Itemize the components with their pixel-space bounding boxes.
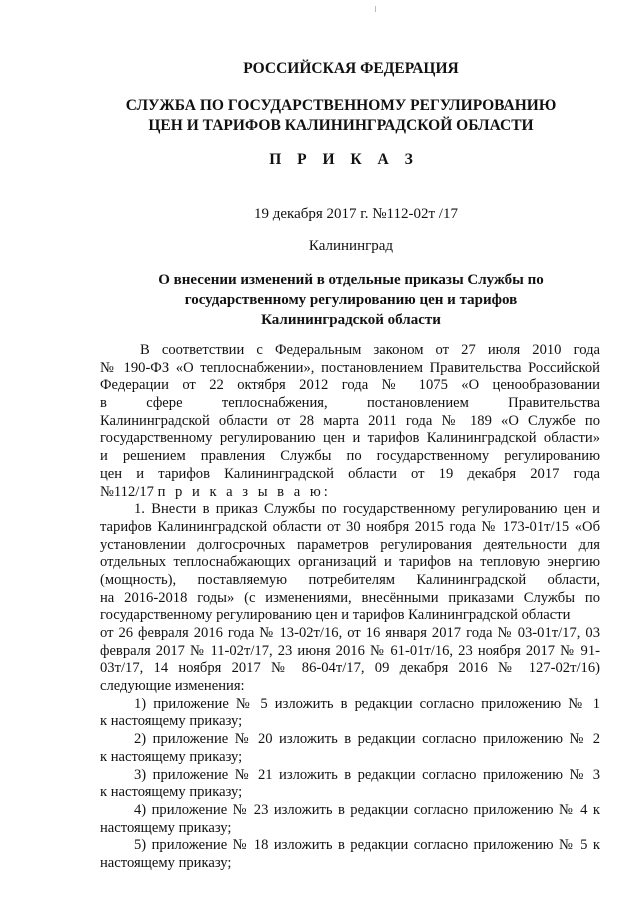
subject-line-2: государственному регулированию цен и тарифов: [184, 292, 518, 308]
order-body: [100, 342, 600, 873]
order-verb: п р и к а з ы в а ю:: [157, 483, 331, 500]
body-line: к настоящему приказу;: [100, 748, 243, 765]
service-heading-line-2: ЦЕН И ТАРИФОВ КАЛИНИНГРАДСКОЙ ОБЛАСТИ: [148, 117, 534, 134]
scan-mark: [375, 6, 376, 12]
body-line: 3) приложение № 21 изложить в редакции согласно приложению № 3: [134, 766, 600, 783]
body-line: на 2016-2018 годы» (с изменениями, внесёнными приказами Службы по: [100, 589, 600, 606]
body-line: Калининградской области от 28 марта 2011 года № 189 «О Службе по: [100, 412, 600, 429]
body-line: № 190-ФЗ «О теплоснабжении», постановлением Правительства Российской: [100, 359, 600, 376]
order-heading: П Р И К А З: [269, 151, 419, 168]
body-line: 1. Внести в приказ Службы по государственному регулированию цен и: [134, 501, 600, 518]
body-line: к настоящему приказу;: [100, 713, 243, 730]
body-line: тарифов Калининградской области от 30 ноября 2015 года № 173-01т/15 «Об: [100, 518, 600, 535]
body-line: в сфере теплоснабжения, постановлением Правительства: [100, 395, 600, 412]
body-line: государственному регулированию цен и тарифов Калининградской области»: [100, 430, 600, 447]
body-line: следующие изменения:: [100, 678, 245, 695]
body-line: отдельных теплоснабжающих организаций и тарифов на тепловую энергию: [100, 554, 600, 571]
body-line: 5) приложение № 18 изложить в редакции согласно приложению № 5 к: [134, 837, 600, 854]
body-line: В соответствии с Федеральным законом от 27 июля 2010 года: [140, 342, 600, 358]
federation-heading: РОССИЙСКАЯ ФЕДЕРАЦИЯ: [243, 60, 459, 77]
body-line: [100, 484, 600, 502]
body-line: настоящему приказу;: [100, 819, 232, 836]
order-subject: [0, 270, 640, 330]
service-heading-line-1: СЛУЖБА ПО ГОСУДАРСТВЕННОМУ РЕГУЛИРОВАНИЮ: [125, 97, 557, 114]
body-line: цен и тарифов Калининградской области от 19 декабря 2017 года: [100, 465, 600, 482]
body-line: от 26 февраля 2016 года № 13-02т/16, от 16 января 2017 года № 03-01т/17, 03: [100, 625, 600, 641]
body-line: (мощность), поставляемую потребителям Калининградской области,: [100, 571, 600, 588]
body-line: февраля 2017 № 11-02т/17, 23 июня 2016 № 61-01т/16, 23 ноября 2017 № 91-: [100, 642, 600, 659]
body-line: и решением правления Службы по государственному регулированию: [100, 448, 600, 465]
order-city: Калининград: [308, 238, 394, 254]
body-line: 1) приложение № 5 изложить в редакции согласно приложению № 1: [134, 695, 600, 712]
body-line: Федерации от 22 октября 2012 года № 1075 «О ценообразовании: [100, 377, 600, 394]
body-line: к настоящему приказу;: [100, 784, 243, 801]
order-date-number: 19 декабря 2017 г. №112-02т /17: [254, 206, 458, 222]
body-line: государственному регулированию цен и тарифов Калининградской области: [100, 607, 571, 624]
body-line: настоящему приказу;: [100, 854, 232, 871]
service-heading: [0, 96, 640, 136]
decision-number: №112/17: [100, 483, 154, 500]
subject-line-1: О внесении изменений в отдельные приказы Службы по: [158, 272, 544, 288]
body-line: 03т/17, 14 ноября 2017 № 86-04т/17, 09 декабря 2016 № 127-02т/16): [100, 660, 600, 677]
body-line: установлении долгосрочных параметров регулирования деятельности для: [100, 536, 600, 553]
body-line: 4) приложение № 23 изложить в редакции согласно приложению № 4 к: [134, 801, 600, 818]
body-line: 2) приложение № 20 изложить в редакции согласно приложению № 2: [134, 731, 600, 748]
subject-line-3: Калининградской области: [261, 312, 441, 328]
